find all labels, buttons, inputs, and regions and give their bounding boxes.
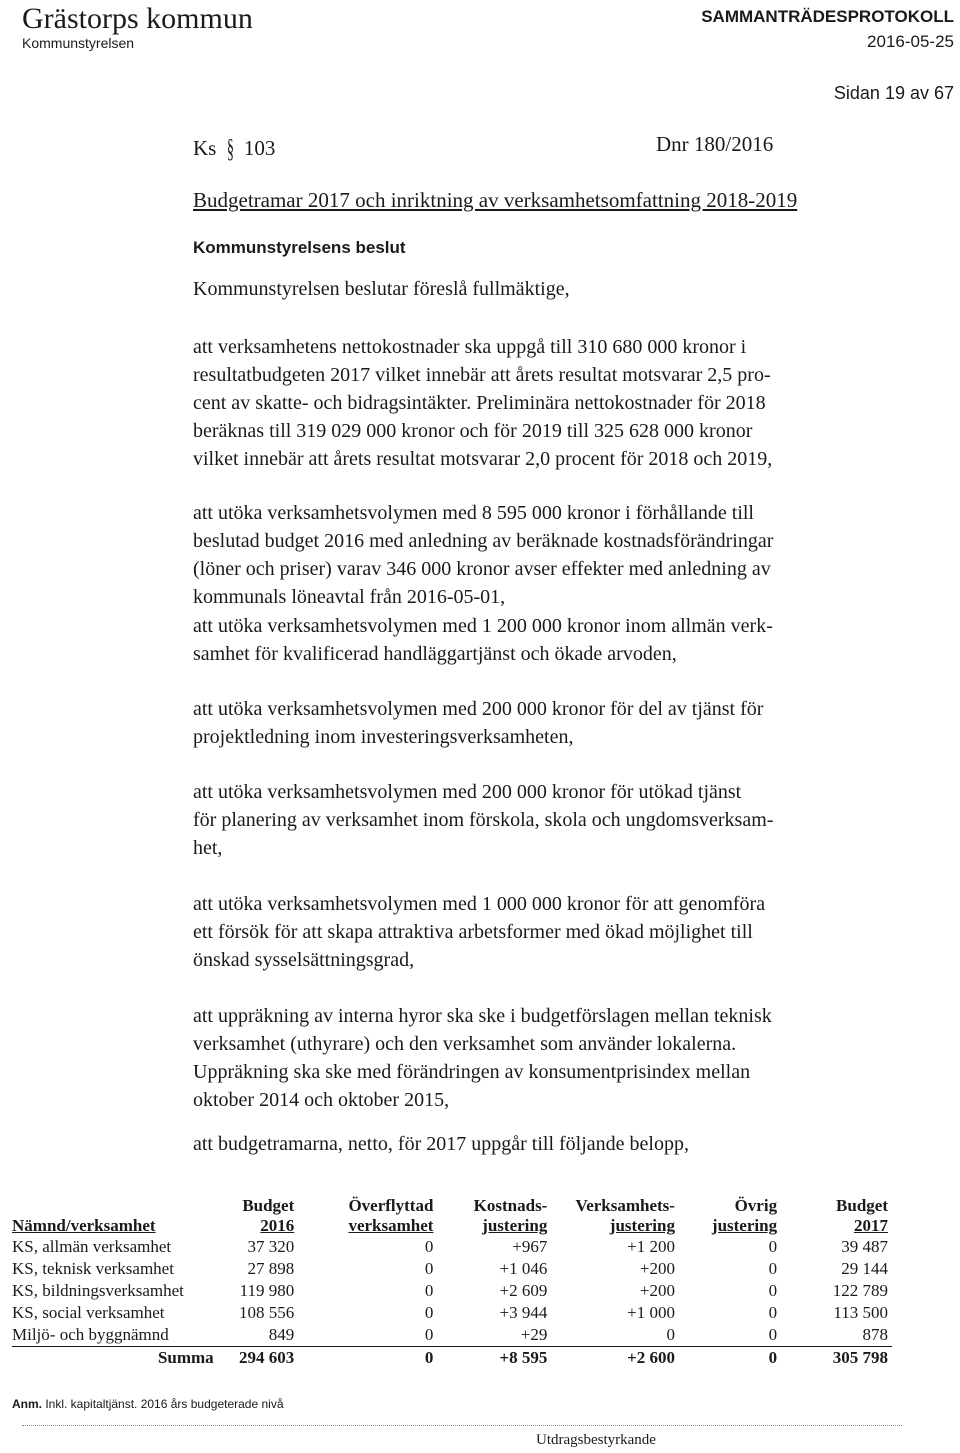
paragraph-line: för planering av verksamhet inom förskola, skola och ungdomsverksam-: [193, 809, 774, 831]
table-cell: 0: [551, 1324, 679, 1347]
table-cell: 0: [424, 1237, 434, 1256]
decision-heading: Kommunstyrelsens beslut: [193, 238, 406, 257]
total-cell: 0: [424, 1348, 434, 1367]
paragraph-line: cent av skatte- och bidragsintäkter. Preliminära nettokostnader för 2018: [193, 392, 766, 414]
paragraph-line: att verksamhetens nettokostnader ska uppgå till 310 680 000 kronor i: [193, 336, 747, 358]
table-header-cell: [781, 1196, 892, 1236]
paragraph-line: att utöka verksamhetsvolymen med 1 000 000 kronor för att genomföra: [193, 893, 766, 915]
table-cell: 0: [424, 1303, 434, 1322]
paragraph-line: (löner och priser) varav 346 000 kronor avser effekter med anledning av: [193, 558, 771, 580]
table-cell: +29: [437, 1324, 551, 1347]
table-cell: KS, bildningsverksamhet: [12, 1281, 184, 1300]
table-row: [12, 1258, 892, 1280]
diary-number: Dnr 180/2016: [656, 132, 774, 156]
paragraph-line: att uppräkning av interna hyror ska ske i budgetförslagen mellan teknisk: [193, 1005, 772, 1027]
paragraph-line: het,: [193, 837, 223, 859]
table-header-cell: [551, 1196, 679, 1236]
table-cell: +1 200: [627, 1237, 675, 1256]
table-header-cell: [679, 1196, 781, 1236]
paragraph-line: verksamhet (uthyrare) och den verksamhet som använder lokalerna.: [193, 1033, 737, 1055]
table-note: [12, 1397, 284, 1411]
paragraph-line: att utöka verksamhetsvolymen med 8 595 000 kronor i förhållande till: [193, 502, 754, 524]
table-row: [12, 1302, 892, 1324]
table-cell: 29 144: [841, 1259, 888, 1278]
table-cell: 119 980: [239, 1281, 295, 1300]
header-line-2: justering: [711, 1216, 778, 1235]
table-cell: +2 609: [499, 1281, 548, 1300]
paragraph-line: Uppräkning ska ske med förändringen av konsumentprisindex mellan: [193, 1061, 751, 1083]
table-cell: +200: [639, 1259, 675, 1278]
total-cell: Summa: [157, 1348, 214, 1367]
table-header-cell: [437, 1196, 551, 1236]
paragraph-line: att utöka verksamhetsvolymen med 200 000 kronor för del av tjänst för: [193, 698, 764, 720]
table-header-cell: [218, 1196, 299, 1236]
table-cell: 0: [768, 1259, 778, 1278]
reference-number: 103: [243, 136, 276, 160]
paragraph-line: projektledning inom investeringsverksamheten,: [193, 726, 574, 748]
paragraph-line: ett försök för att skapa attraktiva arbetsformer med ökad möjlighet till: [193, 921, 753, 943]
paragraph-line: kommunals löneavtal från 2016-05-01,: [193, 586, 506, 608]
note-prefix: Anm.: [12, 1397, 42, 1411]
table-cell: 27 898: [247, 1259, 295, 1278]
header-line-2: justering: [482, 1216, 548, 1235]
paragraph-line: att budgetramarna, netto, för 2017 uppgår till följande belopp,: [193, 1133, 689, 1155]
header-line-1: Övrig: [734, 1196, 778, 1215]
table-cell: +3 944: [499, 1303, 548, 1322]
decision-paragraph: [193, 499, 773, 611]
section-reference: [193, 132, 275, 162]
table-cell: 0: [424, 1259, 434, 1278]
decision-paragraph: [193, 612, 773, 668]
table-header-cell: [12, 1196, 218, 1236]
total-cell: +2 600: [627, 1348, 675, 1367]
paragraph-line: resultatbudgeten 2017 vilket innebär att årets resultat motsvarar 2,5 pro-: [193, 364, 771, 386]
header-line-1: Verksamhets-: [575, 1196, 675, 1215]
table-cell: +967: [512, 1237, 548, 1256]
table-cell: 849: [218, 1324, 299, 1347]
table-cell: KS, social verksamhet: [12, 1303, 165, 1322]
document-type: SAMMANTRÄDESPROTOKOLL: [701, 7, 954, 26]
table-row: [12, 1236, 892, 1258]
table-cell: 39 487: [841, 1237, 888, 1256]
table-cell: 37 320: [247, 1237, 295, 1256]
decision-paragraph: [193, 275, 570, 303]
table-cell: 0: [298, 1324, 437, 1347]
header-line-1: [12, 1196, 214, 1216]
header-line-2: verksamhet: [348, 1216, 434, 1235]
header-line-2: 2017: [854, 1216, 888, 1235]
table-row: [12, 1324, 892, 1347]
paragraph-line: att utöka verksamhetsvolymen med 200 000 kronor för utökad tjänst: [193, 781, 742, 803]
decision-paragraph: [193, 333, 772, 473]
paragraph-line: beslutad budget 2016 med anledning av beräknade kostnadsförändringar: [193, 530, 774, 552]
table-cell: 0: [768, 1237, 778, 1256]
note-text: Inkl. kapitaltjänst. 2016 års budgeterade nivå: [42, 1397, 284, 1411]
table-cell: +1 000: [627, 1303, 675, 1322]
header-line-2: justering: [609, 1216, 675, 1235]
paragraph-line: Kommunstyrelsen beslutar föreslå fullmäktige,: [193, 278, 570, 300]
total-cell: 305 798: [832, 1348, 888, 1367]
paragraph-line: samhet för kvalificerad handläggartjänst och ökade arvoden,: [193, 643, 677, 665]
table-cell: KS, teknisk verksamhet: [12, 1259, 174, 1278]
page-number: Sidan 19 av 67: [833, 83, 954, 103]
reference-body: Ks: [193, 136, 217, 160]
table-cell: +1 046: [499, 1259, 548, 1278]
table-cell: +200: [639, 1281, 675, 1300]
header-line-1: Överflyttad: [348, 1196, 434, 1215]
decision-paragraph: [193, 1002, 772, 1114]
table-cell: 108 556: [239, 1303, 295, 1322]
table-cell: 0: [679, 1324, 781, 1347]
footer-divider: [22, 1425, 902, 1426]
table-header-cell: [298, 1196, 437, 1236]
budget-table: [12, 1196, 892, 1369]
table-cell: 878: [781, 1324, 892, 1347]
total-cell: 294 603: [239, 1348, 295, 1367]
paragraph-line: vilket innebär att årets resultat motsvarar 2,0 procent för 2018 och 2019,: [193, 448, 773, 470]
table-cell: Miljö- och byggnämnd: [12, 1324, 218, 1347]
table-cell: 0: [768, 1281, 778, 1300]
table-cell: KS, allmän verksamhet: [12, 1237, 172, 1256]
total-cell: +8 595: [499, 1348, 548, 1367]
table-cell: 0: [768, 1303, 778, 1322]
header-line-1: Budget: [242, 1196, 295, 1215]
footer-certification: Utdragsbestyrkande: [536, 1432, 656, 1448]
paragraph-line: att utöka verksamhetsvolymen med 1 200 000 kronor inom allmän verk-: [193, 615, 773, 637]
decision-paragraph: [193, 778, 773, 862]
decision-paragraph: [193, 890, 765, 974]
table-row: [12, 1280, 892, 1302]
table-cell: 0: [424, 1281, 434, 1300]
table-cell: 113 500: [833, 1303, 888, 1322]
paragraph-line: oktober 2014 och oktober 2015,: [193, 1089, 450, 1111]
total-cell: 0: [768, 1348, 778, 1367]
paragraph-line: önskad sysselsättningsgrad,: [193, 949, 415, 971]
paragraph-line: beräknas till 319 029 000 kronor och för 2019 till 325 628 000 kronor: [193, 420, 753, 442]
header-line-1: Kostnads-: [473, 1196, 548, 1215]
table-total-row: [12, 1347, 892, 1370]
table-header-row: [12, 1196, 892, 1236]
decision-paragraph: [193, 1130, 689, 1158]
header-line-1: Budget: [836, 1196, 888, 1215]
section-symbol: §: [226, 134, 234, 163]
header-line-2: Nämnd/verksamhet: [12, 1216, 156, 1235]
table-cell: 122 789: [832, 1281, 888, 1300]
organization-name: Grästorps kommun: [22, 2, 253, 35]
header-line-2: 2016: [260, 1216, 295, 1235]
unit-name: Kommunstyrelsen: [22, 35, 135, 51]
decision-paragraph: [193, 695, 763, 751]
agenda-title: Budgetramar 2017 och inriktning av verksamhetsomfattning 2018-2019: [193, 188, 798, 212]
meeting-date: 2016-05-25: [867, 32, 954, 51]
